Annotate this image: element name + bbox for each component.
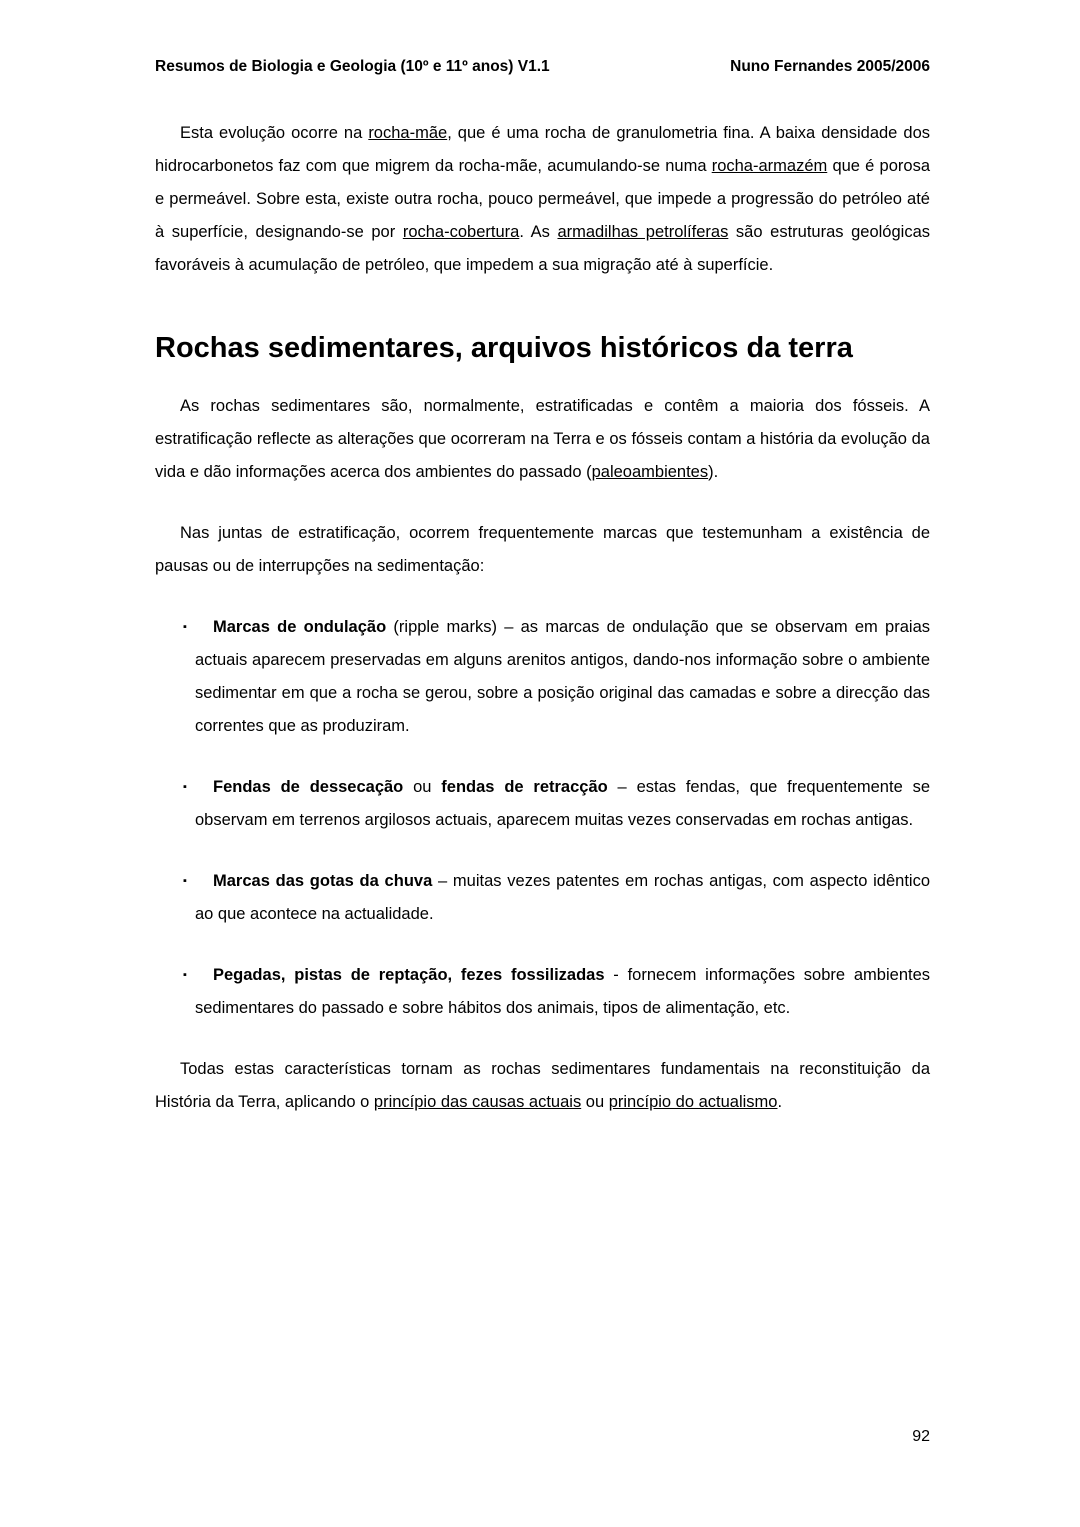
text-segment: que é porosa e permeável. Sobre esta, existe outra rocha, pouco permeável, que impede a progressão do petróleo até à superfície, designando-se por xyxy=(155,157,930,241)
term-armadilhas-petroliferas: armadilhas petrolíferas xyxy=(557,223,729,241)
term-fendas-de-dessecacao: Fendas de dessecação xyxy=(213,778,404,796)
term-paleoambientes: paleoambientes xyxy=(591,463,709,481)
paragraph-oil-evolution xyxy=(155,117,930,282)
term-principio-actualismo: princípio do actualismo xyxy=(608,1093,778,1111)
term-rocha-mae: rocha-mãe xyxy=(368,124,448,142)
text-segment: são estruturas geológicas favoráveis à acumulação de petróleo, que impedem a sua migração até à superfície. xyxy=(155,223,931,274)
bullet-icon: ▪ xyxy=(183,621,187,633)
bullet-icon: ▪ xyxy=(183,969,187,981)
term-pegadas-pistas-fezes: Pegadas, pistas de reptação, fezes fossilizadas xyxy=(213,966,605,984)
text-segment: Nas juntas de estratificação, ocorrem frequentemente marcas que testemunham a existência de pausas ou de interrupções na sedimentação: xyxy=(155,524,930,575)
term-marcas-das-gotas: Marcas das gotas da chuva xyxy=(213,872,433,890)
text-segment: . As xyxy=(519,223,558,241)
list-item-ripple-marks xyxy=(183,611,930,743)
document-header xyxy=(155,57,930,77)
text-segment: ). xyxy=(708,463,719,481)
text-segment: As rochas sedimentares são, normalmente, estratificadas e contêm a maioria dos fósseis. A estratificação reflecte as alterações que ocorreram na Terra e os fósseis contam a história da evolução da vida e dão informações acerca dos ambientes do passado ( xyxy=(155,397,930,481)
paragraph-sedimentary-intro xyxy=(155,390,930,489)
text-segment: . xyxy=(777,1093,783,1111)
header-author-year: Nuno Fernandes 2005/2006 xyxy=(730,58,930,75)
bullet-icon: ▪ xyxy=(183,875,187,887)
term-marcas-de-ondulacao: Marcas de ondulação xyxy=(213,618,387,636)
list-item-footprints-fossils xyxy=(183,959,930,1025)
text-segment: - fornecem informações sobre ambientes sedimentares do passado e sobre hábitos dos animais, tipos de alimentação, etc. xyxy=(195,966,930,1017)
text-segment: ou xyxy=(581,1093,609,1111)
text-segment: , que é uma rocha de granulometria fina. A baixa densidade dos hidrocarbonetos faz com que migrem da rocha-mãe, acumulando-se numa xyxy=(155,124,930,175)
text-segment: Esta evolução ocorre na xyxy=(180,124,369,142)
paragraph-closing xyxy=(155,1053,930,1119)
header-document-title: Resumos de Biologia e Geologia (10º e 11º anos) V1.1 xyxy=(155,58,550,75)
list-item-raindrop-marks xyxy=(183,865,930,931)
text-segment: (ripple marks) – as marcas de ondulação que se observam em praias actuais aparecem preservadas em alguns arenitos antigos, dando-nos informação sobre o ambiente sedimentar em que a rocha se gerou, sobre a posição original das camadas e sobre a direcção das correntes que as produziram. xyxy=(195,618,930,735)
bullet-list xyxy=(155,611,930,1025)
section-heading: Rochas sedimentares, arquivos históricos da terra xyxy=(155,332,853,364)
bullet-icon: ▪ xyxy=(183,781,187,793)
term-rocha-armazem: rocha-armazém xyxy=(711,157,828,175)
term-fendas-de-retraccao: fendas de retracção xyxy=(441,778,608,796)
text-segment: Todas estas características tornam as rochas sedimentares fundamentais na reconstituição da História da Terra, aplicando o xyxy=(155,1060,930,1111)
paragraph-stratification-joints xyxy=(155,517,930,583)
term-rocha-cobertura: rocha-cobertura xyxy=(402,223,520,241)
page-number: 92 xyxy=(912,1428,930,1445)
text-segment: – estas fendas, que frequentemente se observam em terrenos argilosos actuais, aparecem muitas vezes conservadas em rochas antigas. xyxy=(195,778,931,829)
text-segment: – muitas vezes patentes em rochas antigas, com aspecto idêntico ao que acontece na actualidade. xyxy=(195,872,930,923)
list-item-desiccation-cracks xyxy=(183,771,931,837)
text-segment: ou xyxy=(403,778,442,796)
term-principio-causas-actuais: princípio das causas actuais xyxy=(373,1093,582,1111)
